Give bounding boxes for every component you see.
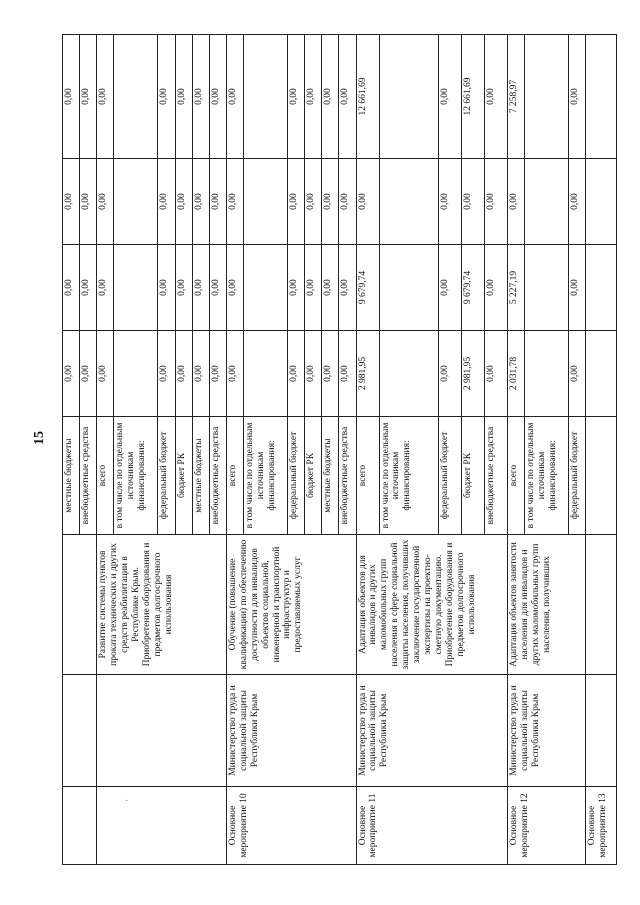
value-cell: 0,00 [484,35,507,159]
value-cell: 0,00 [484,159,507,245]
value-cell: 0,00 [322,159,339,245]
value-cell: 0,00 [305,331,322,417]
value-cell: 0,00 [356,159,379,245]
value-cell: 2 981,95 [461,331,484,417]
value-cell [244,159,288,245]
value-cell: 0,00 [305,245,322,331]
blank-cell [63,787,97,865]
value-cell: 0,00 [192,159,209,245]
value-cell: 0,00 [63,159,80,245]
value-cell: 0,00 [175,35,192,159]
responsible-cell [97,675,227,787]
value-cell: 0,00 [288,331,305,417]
value-cell: 0,00 [97,245,114,331]
description-cell: Обучение (повышение квалификации) по обеспечению доступности для инвалидов объектов социальной, инженерной и транспортной инфраструктур и предоставляемых услуг [226,535,356,675]
value-cell: 0,00 [461,159,484,245]
value-cell [244,245,288,331]
value-cell: 0,00 [288,159,305,245]
value-cell: 0,00 [226,331,243,417]
value-cell: 0,00 [438,159,461,245]
value-cell: 2 031,78 [508,331,525,417]
value-cell: 5 227,19 [508,245,525,331]
page-number: 15 [32,431,47,445]
value-cell [379,159,438,245]
value-cell: 0,00 [438,35,461,159]
value-cell: 0,00 [97,35,114,159]
value-cell: 0,00 [339,331,356,417]
value-cell: 0,00 [226,245,243,331]
value-cell: 0,00 [438,245,461,331]
value-cell: 0,00 [569,245,586,331]
value-cell: 0,00 [63,35,80,159]
value-cell [586,417,617,535]
source-cell: местные бюджеты [63,417,80,535]
value-cell: 0,00 [209,331,226,417]
stray-mark: · [125,796,129,807]
value-cell: 0,00 [484,245,507,331]
value-cell: 0,00 [63,331,80,417]
source-cell: федеральный бюджет [569,417,586,535]
measure-name-cell: Основное мероприятие 11 [356,787,508,865]
value-cell: 0,00 [339,159,356,245]
source-cell: в том числе по отдельным источникам финансирования: [525,417,569,535]
value-cell: 0,00 [80,331,97,417]
value-cell: 0,00 [209,245,226,331]
source-cell: внебюджетные средства [80,417,97,535]
blank-cell [63,535,97,675]
table-row [97,35,114,865]
value-cell [379,245,438,331]
value-cell: 0,00 [288,245,305,331]
rotated-table-wrapper [62,35,617,865]
value-cell [525,35,569,159]
source-cell: федеральный бюджет [438,417,461,535]
value-cell: 0,00 [569,331,586,417]
source-cell: всего [97,417,114,535]
measure-name-cell [97,787,227,865]
source-cell: всего [356,417,379,535]
value-cell: 7 258,97 [508,35,525,159]
value-cell: 0,00 [158,245,175,331]
value-cell: 0,00 [158,331,175,417]
value-cell [114,35,158,159]
value-cell: 0,00 [305,159,322,245]
value-cell: 0,00 [97,159,114,245]
value-cell: 0,00 [288,35,305,159]
value-cell [525,245,569,331]
responsible-cell: Министерство труда и социальной защиты Республики Крым [356,675,508,787]
funding-table [62,34,617,865]
value-cell: 12 661,69 [461,35,484,159]
value-cell: 0,00 [97,331,114,417]
value-cell: 0,00 [158,35,175,159]
responsible-cell [586,675,617,787]
value-cell: 0,00 [569,35,586,159]
value-cell: 0,00 [80,35,97,159]
value-cell: 0,00 [192,245,209,331]
value-cell [525,331,569,417]
source-cell: бюджет РК [305,417,322,535]
source-cell: в том числе по отдельным источникам финансирования: [114,417,158,535]
value-cell: 0,00 [175,331,192,417]
source-cell: всего [226,417,243,535]
table-row [226,35,243,865]
value-cell: 0,00 [322,245,339,331]
source-cell: федеральный бюджет [158,417,175,535]
source-cell: бюджет РК [175,417,192,535]
value-cell [114,159,158,245]
source-cell: в том числе по отдельным источникам финансирования: [379,417,438,535]
value-cell: 0,00 [339,35,356,159]
value-cell: 0,00 [175,159,192,245]
source-cell: внебюджетные средства [339,417,356,535]
value-cell [114,331,158,417]
value-cell: 0,00 [80,159,97,245]
source-cell: федеральный бюджет [288,417,305,535]
value-cell: 0,00 [80,245,97,331]
value-cell [586,159,617,245]
value-cell [586,35,617,159]
value-cell: 0,00 [438,331,461,417]
value-cell [114,245,158,331]
source-cell: местные бюджеты [322,417,339,535]
table-body [63,35,617,865]
value-cell: 0,00 [226,35,243,159]
value-cell: 0,00 [569,159,586,245]
value-cell: 0,00 [339,245,356,331]
value-cell: 0,00 [322,331,339,417]
table-row [586,35,617,865]
value-cell: 0,00 [209,159,226,245]
responsible-cell: Министерство труда и социальной защиты Республики Крым [508,675,586,787]
measure-name-cell: Основное мероприятие 10 [226,787,356,865]
source-cell: внебюджетные средства [484,417,507,535]
value-cell: 9 679,74 [461,245,484,331]
value-cell: 0,00 [175,245,192,331]
value-cell: 0,00 [484,331,507,417]
value-cell: 0,00 [226,159,243,245]
measure-name-cell: Основное мероприятие 12 [508,787,586,865]
value-cell: 9 679,74 [356,245,379,331]
description-cell: Адаптация объектов для инвалидов и других маломобильных групп населения в сфере социальной защиты населения, получивших заключение государственной экспертизы на проектно-сметную документацию. Приобретение оборудования и предметов долгосрочного использования [356,535,508,675]
value-cell [244,35,288,159]
value-cell [525,159,569,245]
value-cell: 0,00 [508,159,525,245]
value-cell [586,245,617,331]
description-cell: Адаптация объектов занятости населения для инвалидов и других маломобильных групп населения, получивших [508,535,586,675]
value-cell: 0,00 [209,35,226,159]
table-row [508,35,525,865]
value-cell: 0,00 [158,159,175,245]
value-cell: 0,00 [63,245,80,331]
source-cell: бюджет РК [461,417,484,535]
value-cell [379,35,438,159]
value-cell: 2 981,95 [356,331,379,417]
value-cell [244,331,288,417]
blank-cell [63,675,97,787]
source-cell: всего [508,417,525,535]
value-cell [379,331,438,417]
value-cell: 12 661,69 [356,35,379,159]
value-cell [586,331,617,417]
source-cell: в том числе по отдельным источникам финансирования: [244,417,288,535]
measure-name-cell: Основное мероприятие 13 [586,787,617,865]
table-row [356,35,379,865]
source-cell: внебюджетные средства [209,417,226,535]
table-row [63,35,80,865]
description-cell [586,535,617,675]
responsible-cell: Министерство труда и социальной защиты Республики Крым [226,675,356,787]
value-cell: 0,00 [305,35,322,159]
source-cell: местные бюджеты [192,417,209,535]
value-cell: 0,00 [322,35,339,159]
value-cell: 0,00 [192,331,209,417]
value-cell: 0,00 [192,35,209,159]
description-cell: Развитие системы пунктов проката технических и других средств реабилитации в Республике Крым. Приобретение оборудования и предметов долгосрочного использования [97,535,227,675]
